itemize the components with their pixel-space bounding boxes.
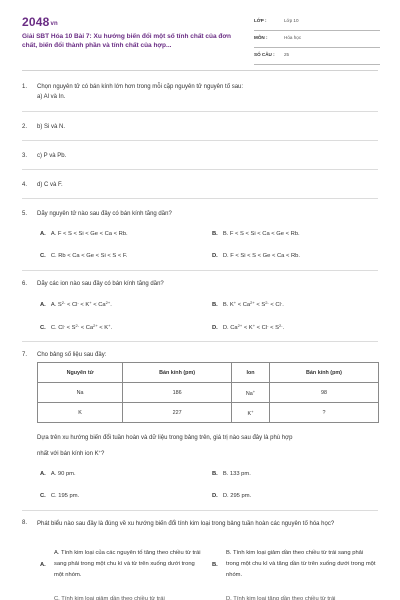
option-d[interactable] — [212, 322, 284, 332]
charge: 2- — [61, 300, 66, 305]
option-label: D. — [212, 253, 218, 259]
charge: + — [89, 300, 92, 305]
divider — [22, 510, 378, 511]
option-d[interactable] — [212, 252, 300, 260]
meta-key: MÔN : — [254, 35, 268, 40]
option-label: A. — [40, 562, 46, 568]
option-c[interactable] — [40, 322, 112, 332]
option-b[interactable] — [212, 299, 284, 309]
question-text: d) C và F. — [37, 182, 63, 188]
meta-value: 25 — [284, 52, 290, 57]
option-text: D. F < Si < S < Ge < Ca < Rb. — [222, 253, 300, 259]
logo-text: 2048 — [22, 15, 50, 29]
option-a[interactable] — [54, 548, 204, 581]
table-cell: ? — [269, 403, 378, 423]
table-cell — [232, 383, 270, 403]
ion-symbol: K — [247, 410, 252, 417]
option-label: C. — [40, 325, 46, 331]
divider — [22, 111, 378, 112]
charge: 2- — [278, 323, 283, 328]
charge: + — [251, 408, 254, 414]
page-header — [0, 0, 400, 70]
option-label: B. — [212, 471, 218, 477]
question-text: Dãy nguyên tử nào sau đây có bán kính tăng dần? — [37, 211, 172, 217]
ion-text: C. Cl — [50, 325, 64, 331]
table-header: Bán kính (pm) — [123, 363, 232, 383]
option-b[interactable] — [212, 470, 251, 478]
ion-text: . — [110, 325, 113, 331]
table-cell — [232, 403, 270, 423]
table-cell: 227 — [123, 403, 232, 423]
divider — [22, 140, 378, 141]
charge: 2+ — [105, 300, 111, 305]
table-header: Ion — [232, 363, 270, 383]
table-cell: Na — [38, 383, 123, 403]
option-text: A. F < S < Si < Ge < Ca < Rb. — [50, 231, 128, 237]
table-row — [38, 403, 379, 423]
question-text: Dãy các ion nào sau đây có bán kính tăng dần? — [37, 281, 164, 287]
option-text: D. Tính kim loại tăng dần theo chiều từ trái — [226, 596, 336, 600]
question-text: Phát biểu nào sau đây là đúng về xu hướng biến đổi tính kim loại trong bảng tuần hoàn các nguyên tố hóa học? — [37, 521, 335, 527]
table-cell: 98 — [269, 383, 378, 403]
option-c[interactable] — [40, 492, 79, 500]
charge: 2+ — [93, 323, 98, 328]
option-b-label — [212, 561, 223, 569]
meta-value: Lớp 10 — [284, 18, 299, 23]
option-text: B. 133 pm. — [222, 471, 251, 477]
option-text: A. 90 pm. — [50, 471, 76, 477]
question-number: 7. — [22, 352, 28, 358]
option-text: C. Rb < Ca < Ge < Si < S < F. — [50, 253, 128, 259]
charge: + — [108, 323, 111, 328]
option-a-label — [40, 561, 51, 569]
ion-text: < Cl — [268, 302, 281, 308]
question-text: b) Si và N. — [37, 124, 66, 130]
option-c[interactable] — [40, 252, 127, 260]
ion-text: < S — [254, 302, 266, 308]
ion-symbol: Na — [245, 390, 253, 397]
charge: + — [252, 388, 256, 394]
logo-suffix: vn — [50, 21, 58, 27]
divider — [22, 341, 378, 342]
ion-text: < Ca — [79, 325, 94, 331]
option-label: B. — [212, 231, 218, 237]
ion-text: A. S — [50, 302, 62, 308]
charge: + — [233, 300, 237, 305]
ion-text: < K — [242, 325, 253, 331]
option-a[interactable] — [40, 470, 76, 478]
question-text: Dựa trên xu hướng biến đổi tuần hoàn và dữ liệu trong bảng trên, giá trị nào sau đây là phù hợp — [37, 435, 293, 441]
ion-text: . — [282, 302, 284, 308]
option-label: B. — [212, 302, 218, 308]
option-text: A. Tính kim loại của các nguyên tố tăng theo chiều từ trái sang phải trong một chu kì và từ trên xuống dưới trong một nhóm. — [54, 550, 201, 578]
meta-row-question-count — [254, 48, 380, 65]
ion-text: < K — [78, 302, 90, 308]
divider — [22, 169, 378, 170]
table-header: Bán kính (pm) — [269, 363, 378, 383]
divider — [22, 70, 378, 71]
charge: - — [77, 300, 79, 305]
question-text: Chọn nguyên tử có bán kính lớn hơn trong mỗi cặp nguyên tử nguyên tố sau: — [37, 84, 244, 90]
table-row — [38, 383, 379, 403]
ion-text: < S — [65, 325, 76, 331]
option-label: D. — [212, 325, 218, 331]
option-label: C. — [40, 253, 46, 259]
option-text: B. F < S < Si < Ca < Ge < Rb. — [222, 231, 300, 237]
option-label: A. — [40, 302, 46, 308]
question-text — [37, 448, 104, 459]
data-table — [37, 362, 379, 423]
ion-text: . — [282, 325, 285, 331]
meta-value: Hóa học — [284, 35, 302, 40]
meta-row-subject — [254, 31, 380, 48]
table-cell: K — [38, 403, 123, 423]
option-text: D. 295 pm. — [222, 493, 252, 499]
question-number: 2. — [22, 124, 28, 130]
charge: 2- — [265, 300, 269, 305]
ion-text: < Ca — [91, 302, 106, 308]
charge: + — [98, 449, 101, 454]
question-number: 3. — [22, 153, 28, 159]
option-label: B. — [212, 562, 218, 568]
ion-text: . — [110, 302, 112, 308]
ion-text: < Cl — [255, 325, 268, 331]
question-subtext: a) Al và In. — [37, 94, 66, 100]
question-number: 4. — [22, 182, 28, 188]
option-b[interactable] — [212, 230, 300, 238]
option-text: B. Tính kim loại giảm dần theo chiều từ trái sang phải trong một chu kì và tăng dần từ trên xuống dưới trong một nhóm. — [226, 550, 376, 578]
prompt-text: ? — [100, 451, 105, 457]
ion-text: < S — [268, 325, 279, 331]
option-text: C. 195 pm. — [50, 493, 80, 499]
charge: 2+ — [237, 323, 243, 328]
charge: 2+ — [250, 300, 255, 305]
question-number: 1. — [22, 84, 28, 90]
option-d-partial[interactable] — [226, 595, 335, 600]
charge: - — [280, 300, 283, 305]
charge: + — [252, 323, 256, 328]
table-cell: 186 — [123, 383, 232, 403]
option-a[interactable] — [40, 299, 112, 309]
site-logo[interactable] — [22, 15, 58, 29]
option-a[interactable] — [40, 230, 128, 238]
table-header: Nguyên tử — [38, 363, 123, 383]
prompt-text: nhất với bán kính ion K — [37, 451, 99, 457]
page-title: Giải SBT Hóa 10 Bài 7: Xu hướng biến đổi một số tính chất của đơn chất, biến đổi thành phần và tính chất của hợp... — [22, 33, 231, 49]
ion-text: D. Ca — [222, 325, 238, 331]
question-text: Cho bảng số liệu sau đây: — [37, 352, 107, 358]
question-number: 5. — [22, 211, 28, 217]
ion-text: B. K — [222, 302, 234, 308]
meta-key: SỐ CÂU : — [254, 52, 275, 57]
question-number: 6. — [22, 281, 28, 287]
option-d[interactable] — [212, 492, 251, 500]
meta-row-grade — [254, 14, 380, 31]
meta-panel — [254, 14, 380, 65]
divider — [22, 198, 378, 199]
option-b[interactable] — [226, 548, 376, 581]
option-label: D. — [212, 493, 218, 499]
charge: - — [267, 323, 269, 328]
divider — [22, 270, 378, 271]
option-label: A. — [40, 471, 46, 477]
option-label: A. — [40, 231, 46, 237]
ion-text: < K — [97, 325, 109, 331]
meta-key: LỚP : — [254, 18, 267, 23]
ion-text: < Cl — [65, 302, 78, 308]
table-header-row — [38, 363, 379, 383]
question-number: 8. — [22, 520, 28, 526]
question-text: c) P và Pb. — [37, 153, 67, 159]
charge: - — [63, 323, 66, 328]
charge: 2- — [75, 323, 80, 328]
option-c-partial[interactable] — [54, 595, 165, 600]
option-text: C. Tính kim loại giảm dần theo chiều từ trái — [54, 596, 165, 600]
ion-text: < Ca — [236, 302, 251, 308]
option-label: C. — [40, 493, 46, 499]
